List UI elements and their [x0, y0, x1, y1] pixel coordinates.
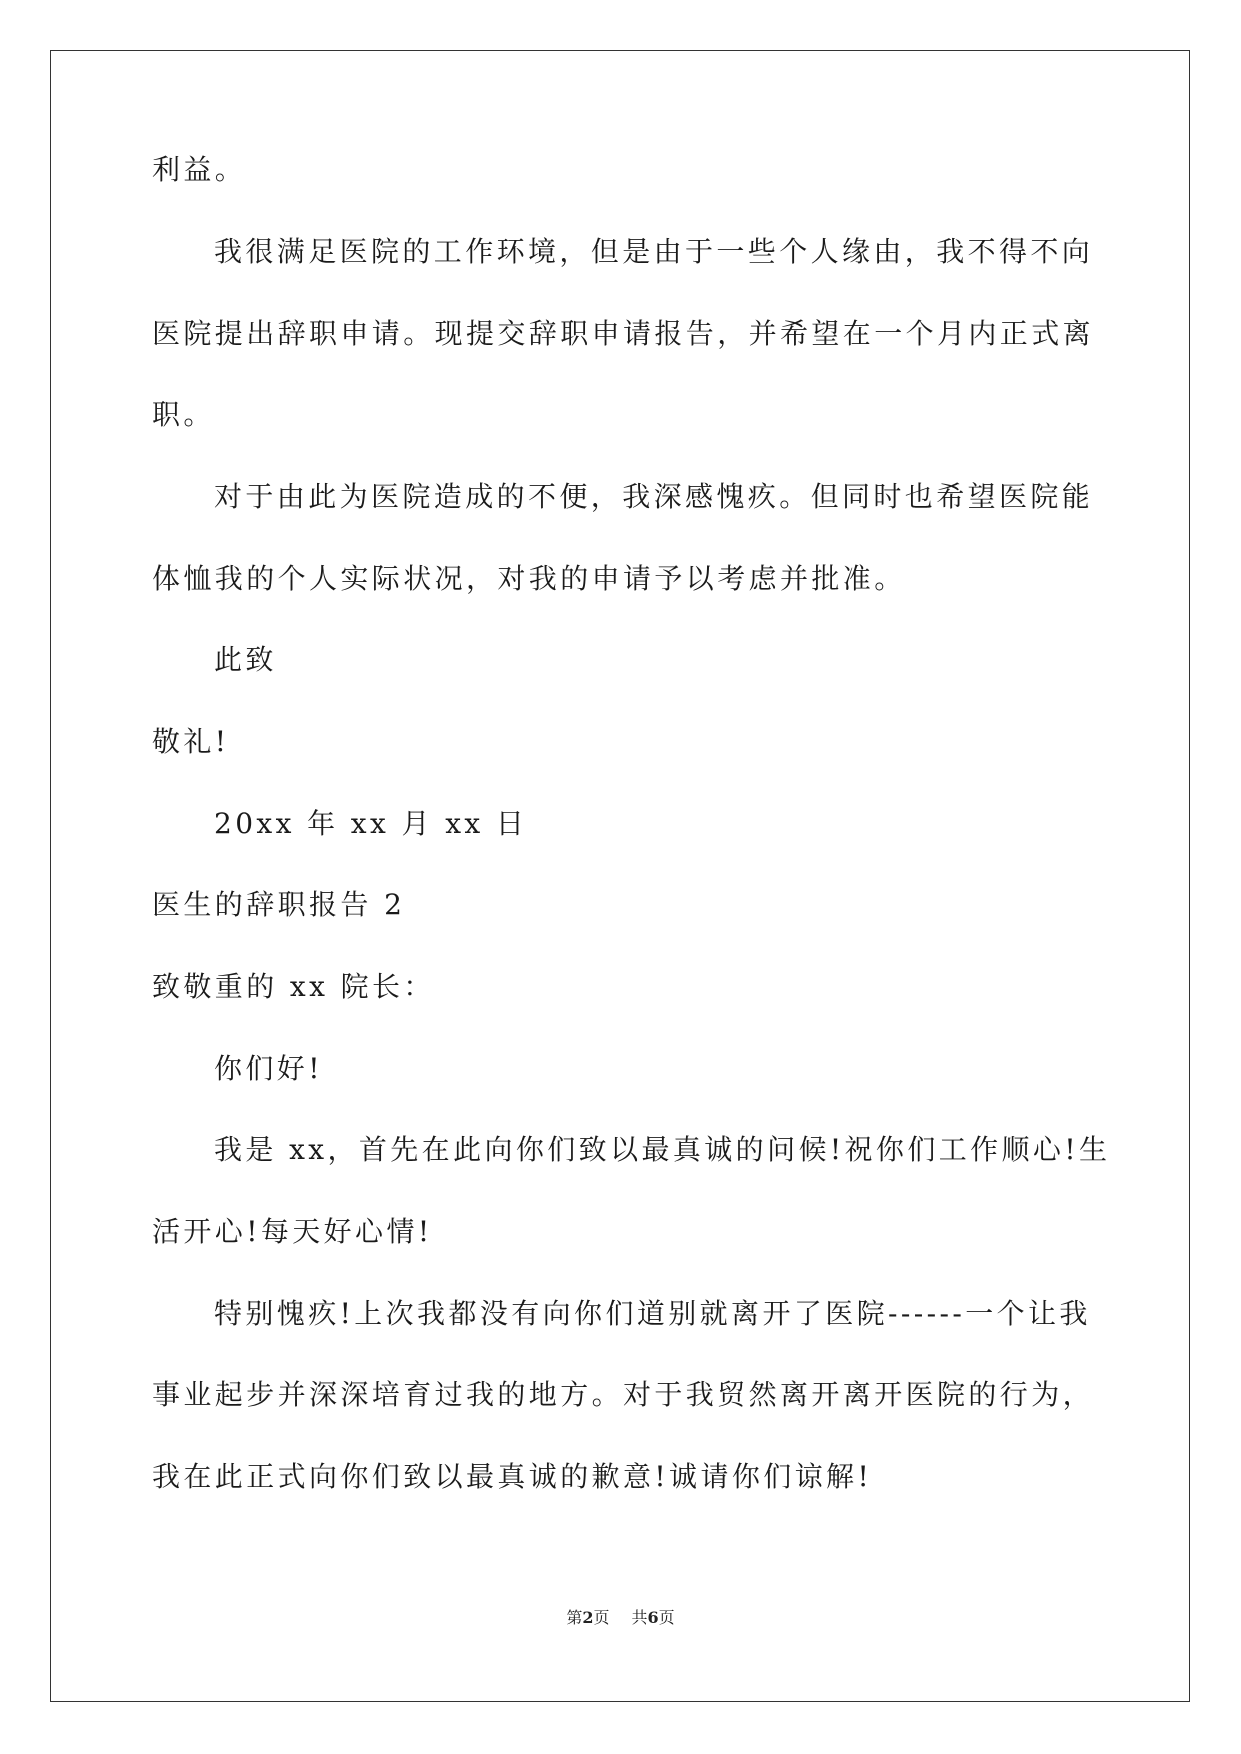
- text-line: 职。: [152, 398, 215, 431]
- page-prefix: 第: [566, 1608, 583, 1627]
- total-prefix: 共: [631, 1608, 648, 1627]
- addressee-line: 致敬重的 xx 院长：: [152, 970, 435, 1003]
- date-line: 20xx 年 xx 月 xx 日: [214, 807, 528, 840]
- total-pages: 6: [647, 1608, 659, 1627]
- text-line: 活开心!每天好心情!: [152, 1215, 433, 1248]
- page-suffix: 页: [593, 1608, 610, 1627]
- text-line: 体恤我的个人实际状况，对我的申请予以考虑并批准。: [152, 562, 906, 595]
- paragraph-line: 我很满足医院的工作环境，但是由于一些个人缘由，我不得不向: [214, 235, 1094, 268]
- page-number: 2: [582, 1608, 594, 1627]
- greeting-line: 你们好!: [214, 1052, 323, 1085]
- total-suffix: 页: [658, 1608, 675, 1627]
- text-line: 我在此正式向你们致以最真诚的歉意!诚请你们谅解!: [152, 1460, 873, 1493]
- paragraph-line: 特别愧疚!上次我都没有向你们道别就离开了医院------一个让我: [214, 1297, 1091, 1330]
- section-title: 医生的辞职报告 2: [152, 888, 406, 921]
- closing-salutation: 此致: [214, 643, 277, 676]
- text-line: 事业起步并深深培育过我的地方。对于我贸然离开离开医院的行为，: [152, 1378, 1095, 1411]
- closing-greeting: 敬礼!: [152, 725, 230, 758]
- text-line: 医院提出辞职申请。现提交辞职申请报告，并希望在一个月内正式离: [152, 317, 1095, 350]
- page-border: [50, 50, 1190, 1702]
- paragraph-line: 我是 xx，首先在此向你们致以最真诚的问候!祝你们工作顺心!生: [214, 1133, 1111, 1166]
- page-footer: [0, 1605, 1241, 1628]
- paragraph-line: 对于由此为医院造成的不便，我深感愧疚。但同时也希望医院能: [214, 480, 1094, 513]
- text-line: 利益。: [152, 153, 247, 186]
